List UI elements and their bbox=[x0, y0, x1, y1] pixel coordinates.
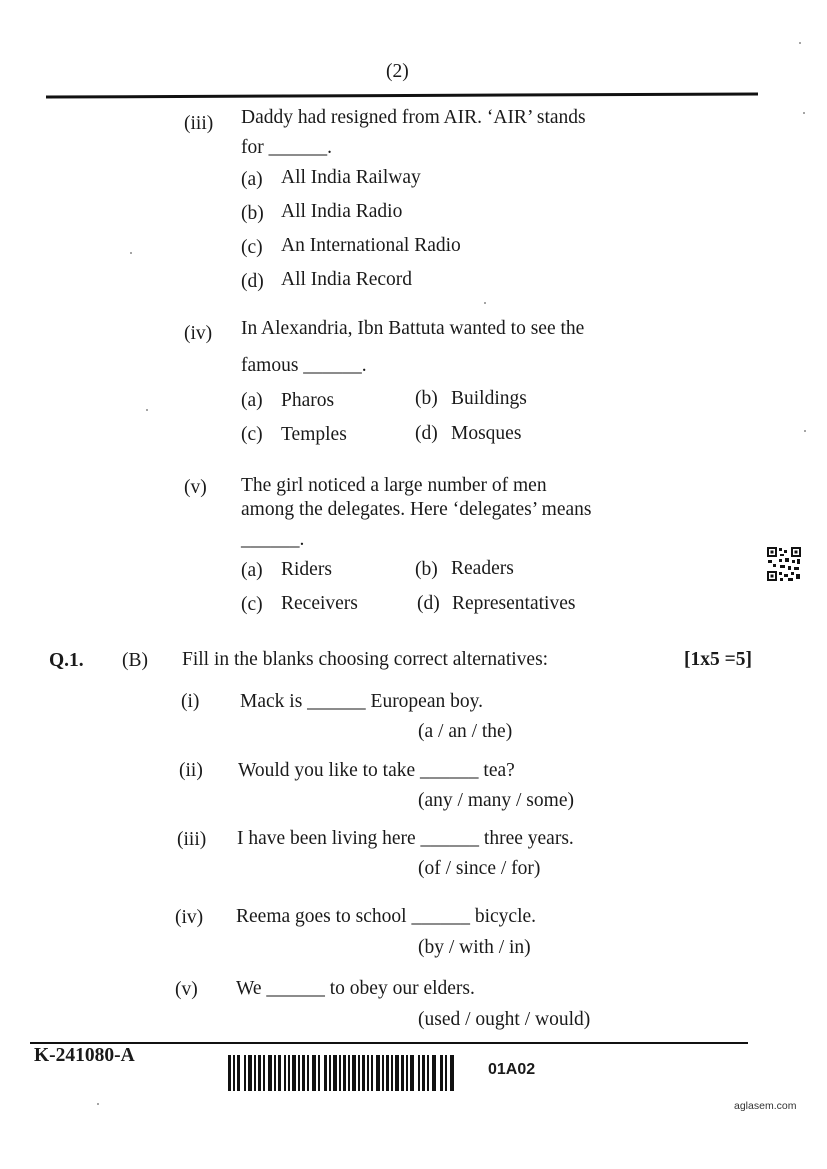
q4-number: (iv) bbox=[184, 323, 213, 344]
fill-item-choices: (of / since / for) bbox=[418, 858, 541, 879]
scan-speck bbox=[804, 430, 806, 432]
scan-speck bbox=[484, 302, 486, 304]
q3-option-text: All India Railway bbox=[281, 167, 421, 188]
q4-option-label: (c) bbox=[241, 424, 263, 445]
section-part-label: (B) bbox=[122, 650, 148, 671]
fill-item-text: We ______ to obey our elders. bbox=[236, 978, 475, 999]
fill-item-text: Mack is ______ European boy. bbox=[240, 691, 483, 712]
fill-item-number: (v) bbox=[175, 979, 198, 1000]
fill-item-text: Would you like to take ______ tea? bbox=[238, 760, 515, 781]
q5-option-label: (b) bbox=[415, 559, 438, 580]
fill-item-number: (iii) bbox=[177, 829, 207, 850]
fill-item-number: (i) bbox=[181, 691, 200, 712]
q5-stem-line2: among the delegates. Here ‘delegates’ means bbox=[241, 499, 592, 520]
fill-item-text: I have been living here ______ three years. bbox=[237, 828, 574, 849]
fill-item-choices: (any / many / some) bbox=[418, 790, 574, 811]
q5-stem-line1: The girl noticed a large number of men bbox=[241, 475, 547, 496]
q3-stem-line1: Daddy had resigned from AIR. ‘AIR’ stands bbox=[241, 107, 586, 128]
fill-item-number: (ii) bbox=[179, 760, 203, 781]
q5-stem-line3: ______. bbox=[241, 529, 305, 550]
q4-option-text: Buildings bbox=[451, 388, 527, 409]
question-label: Q.1. bbox=[49, 650, 84, 671]
q5-option-text: Representatives bbox=[452, 593, 576, 614]
q4-option-label: (a) bbox=[241, 390, 263, 411]
q4-option-label: (b) bbox=[415, 388, 438, 409]
q4-option-text: Mosques bbox=[451, 423, 522, 444]
fill-item-choices: (used / ought / would) bbox=[418, 1009, 591, 1030]
q3-number: (iii) bbox=[184, 113, 214, 134]
serial-code: 01A02 bbox=[488, 1061, 536, 1078]
q4-option-label: (d) bbox=[415, 423, 438, 444]
q5-option-label: (d) bbox=[417, 593, 440, 614]
scan-speck bbox=[146, 409, 148, 411]
header-rule bbox=[46, 92, 758, 98]
scan-speck bbox=[130, 252, 132, 254]
fill-item-choices: (by / with / in) bbox=[418, 937, 531, 958]
q3-option-text: All India Record bbox=[281, 269, 413, 290]
barcode-icon bbox=[228, 1055, 454, 1091]
qr-code-icon bbox=[766, 546, 802, 582]
q5-option-label: (a) bbox=[241, 560, 263, 581]
scan-speck bbox=[799, 42, 801, 44]
section-instruction: Fill in the blanks choosing correct alternatives: bbox=[182, 649, 549, 670]
q4-option-text: Temples bbox=[281, 424, 347, 445]
fill-item-number: (iv) bbox=[175, 907, 204, 928]
q3-stem-line2: for ______. bbox=[241, 137, 332, 158]
q3-option-text: An International Radio bbox=[281, 235, 461, 256]
q3-option-label: (c) bbox=[241, 237, 263, 258]
q3-option-label: (a) bbox=[241, 169, 263, 190]
marks-label: [1x5 =5] bbox=[684, 649, 752, 670]
q5-option-label: (c) bbox=[241, 594, 263, 615]
q3-option-text: All India Radio bbox=[281, 201, 403, 222]
q5-option-text: Receivers bbox=[281, 593, 358, 614]
scan-speck bbox=[803, 112, 805, 114]
q3-option-label: (d) bbox=[241, 271, 264, 292]
footer-rule bbox=[30, 1042, 748, 1044]
q5-option-text: Readers bbox=[451, 558, 514, 579]
paper-code: K-241080-A bbox=[34, 1045, 135, 1066]
fill-item-choices: (a / an / the) bbox=[418, 721, 513, 742]
q5-option-text: Riders bbox=[281, 559, 332, 580]
q5-number: (v) bbox=[184, 477, 207, 498]
q4-option-text: Pharos bbox=[281, 390, 335, 411]
scan-speck bbox=[97, 1103, 99, 1105]
q3-option-label: (b) bbox=[241, 203, 264, 224]
watermark-credit: aglasem.com bbox=[734, 1100, 797, 1112]
q4-stem-line2: famous ______. bbox=[241, 355, 367, 376]
page-number: (2) bbox=[386, 61, 409, 82]
q4-stem-line1: In Alexandria, Ibn Battuta wanted to see the bbox=[241, 318, 585, 339]
fill-item-text: Reema goes to school ______ bicycle. bbox=[236, 906, 537, 927]
